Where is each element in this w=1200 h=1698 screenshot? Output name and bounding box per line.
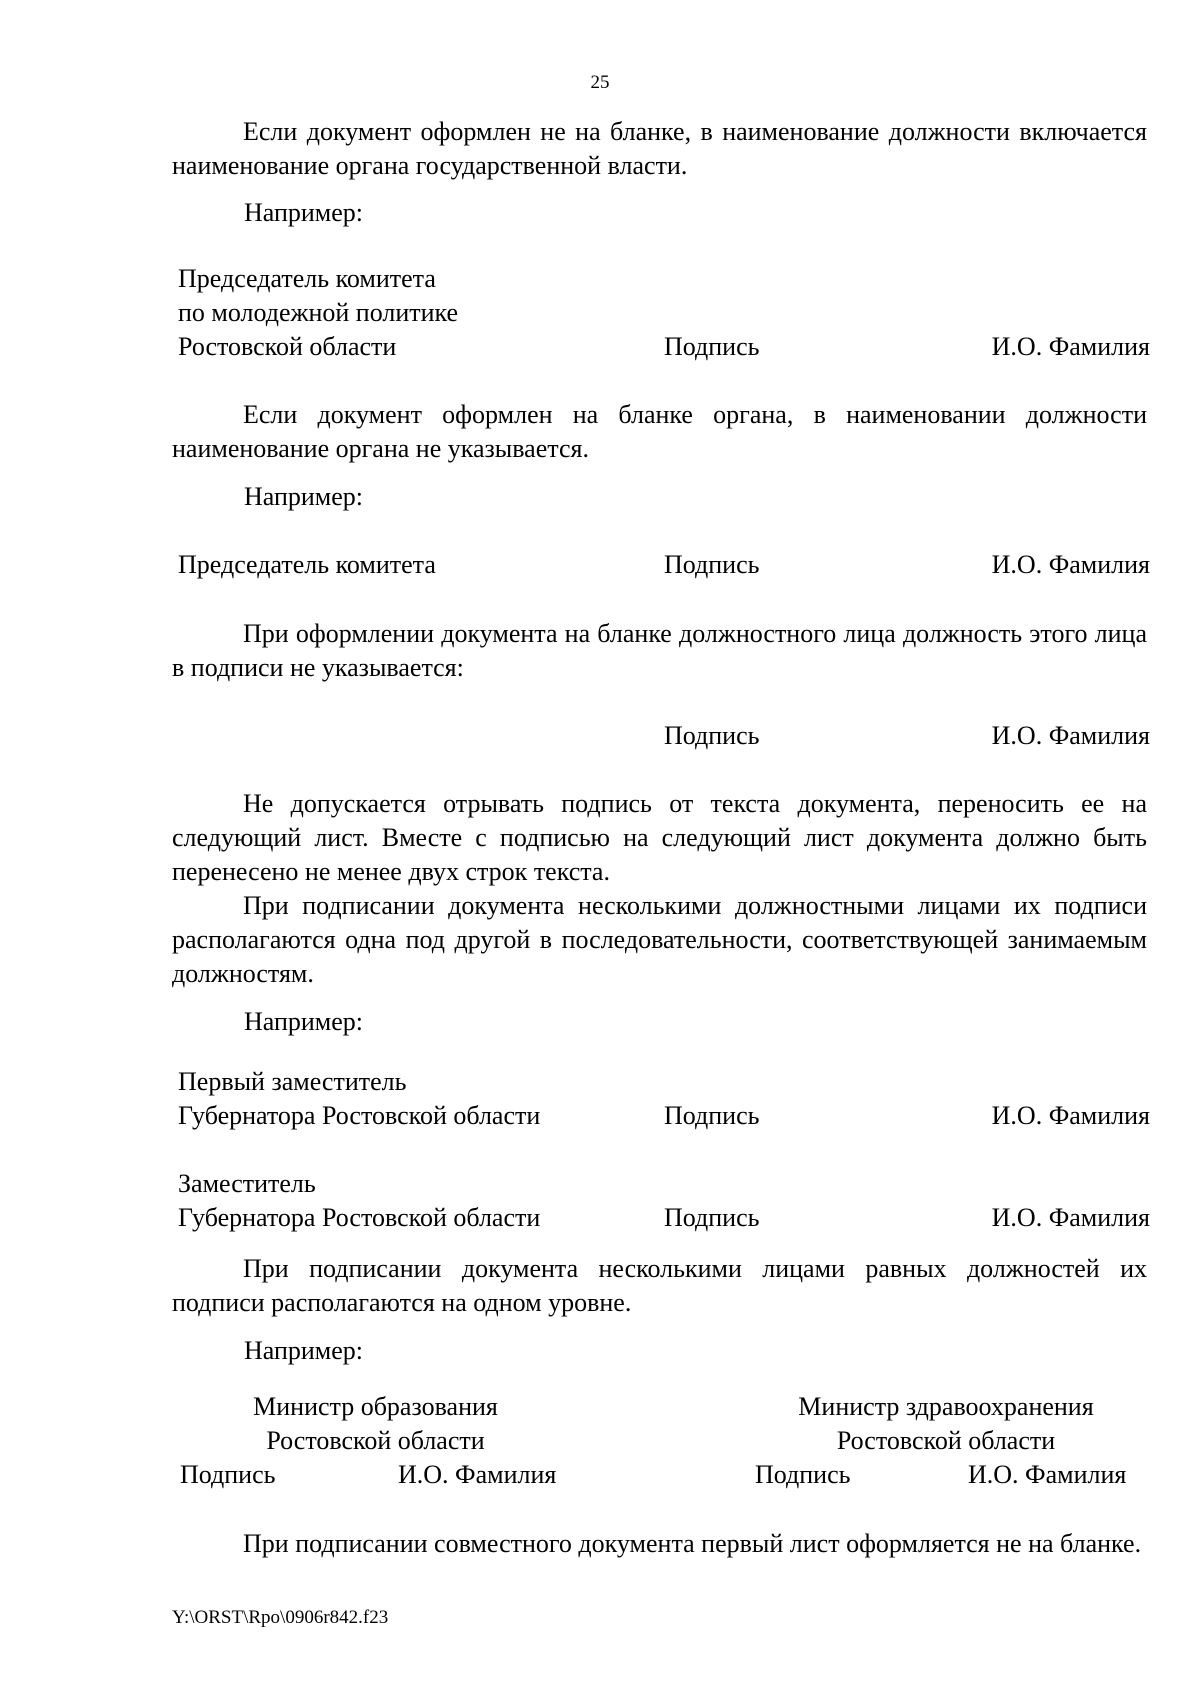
paragraph-on-blank: Если документ оформлен на бланке органа, в наименовании должности наименование органа не указывается. <box>172 400 1147 463</box>
name-placeholder: И.О. Фамилия <box>991 1203 1150 1232</box>
paragraph-no-detach: Не допускается отрывать подпись от текста документа, переносить ее на следующий лист. Вместе с подписью на следующий лист документа должно быть перенесено не менее двух строк текста. <box>172 789 1147 886</box>
file-path-footer: Y:\ORST\Rpo\0906r842.f23 <box>172 1607 389 1628</box>
example-label: Например: <box>244 1007 364 1036</box>
position-line-right: Ростовской области <box>836 1426 1056 1455</box>
example-label: Например: <box>244 482 364 511</box>
position-line: Первый заместитель <box>178 1067 407 1096</box>
signature-placeholder: Подпись <box>664 550 760 579</box>
example-label: Например: <box>244 1336 364 1365</box>
position-line: Председатель комитета <box>178 550 436 579</box>
paragraph-equal-positions: При подписании документа несколькими лицами равных должностей их подписи располагаются на одном уровне. <box>172 1254 1147 1317</box>
paragraph-multiple-officials: При подписании документа несколькими должностными лицами их подписи располагаются одна под другой в последовательности, соответствующей занимаемым должностям. <box>172 891 1147 988</box>
name-placeholder: И.О. Фамилия <box>991 1101 1150 1130</box>
position-line: Заместитель <box>178 1169 316 1198</box>
paragraph-no-blank: Если документ оформлен не на бланке, в наименование должности включается наименование органа государственной власти. <box>172 117 1147 180</box>
example-label: Например: <box>244 198 364 227</box>
signature-placeholder: Подпись <box>755 1460 851 1489</box>
signature-placeholder: Подпись <box>180 1460 276 1489</box>
name-placeholder: И.О. Фамилия <box>968 1460 1127 1489</box>
name-placeholder: И.О. Фамилия <box>398 1460 557 1489</box>
position-line: Губернатора Ростовской области <box>178 1203 541 1232</box>
page-number: 25 <box>590 72 610 93</box>
signature-placeholder: Подпись <box>664 721 760 750</box>
name-placeholder: И.О. Фамилия <box>991 550 1150 579</box>
paragraph-joint-document: При подписании совместного документа первый лист оформляется не на бланке. <box>243 1529 1142 1558</box>
name-placeholder: И.О. Фамилия <box>991 332 1150 361</box>
position-line-left: Министр образования <box>253 1392 498 1421</box>
signature-placeholder: Подпись <box>664 1203 760 1232</box>
position-line-right: Министр здравоохранения <box>798 1392 1094 1421</box>
position-line: по молодежной политике <box>178 298 459 327</box>
position-line-left: Ростовской области <box>266 1426 485 1455</box>
name-placeholder: И.О. Фамилия <box>991 721 1150 750</box>
paragraph-official-blank: При оформлении документа на бланке должностного лица должность этого лица в подписи не указывается: <box>172 619 1147 682</box>
position-line: Председатель комитета <box>178 264 436 293</box>
signature-placeholder: Подпись <box>664 1101 760 1130</box>
position-line: Губернатора Ростовской области <box>178 1101 541 1130</box>
signature-placeholder: Подпись <box>664 332 760 361</box>
position-line: Ростовской области <box>178 332 397 361</box>
